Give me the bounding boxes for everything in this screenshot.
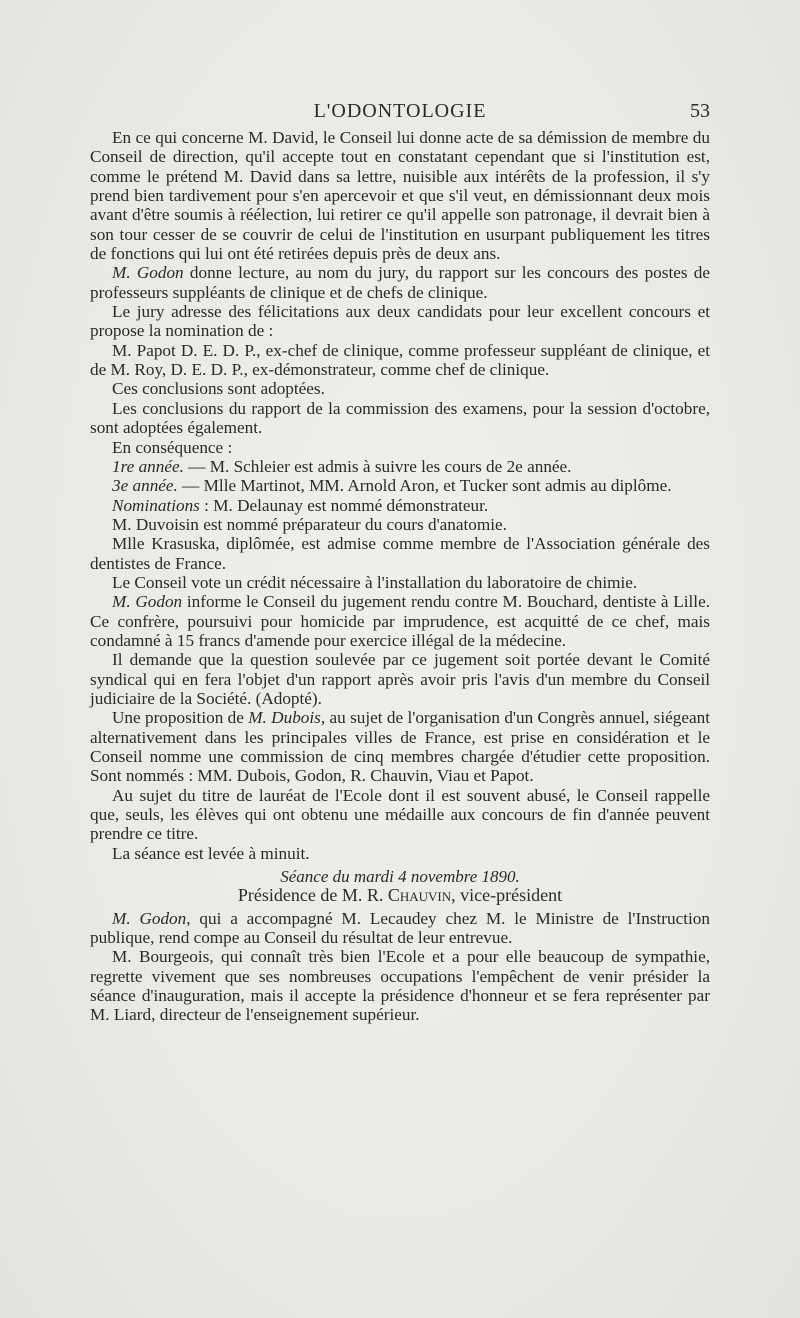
year-label: 1re année.: [112, 456, 184, 476]
running-title: L'ODONTOLOGIE: [313, 100, 487, 122]
paragraph: En conséquence :: [112, 437, 233, 457]
paragraph: M. Papot D. E. D. P., ex-chef de clinique, comme professeur suppléant de clinique, et de M. Roy, D. E. D. P., ex-démonstrateur, comme chef de clinique.: [90, 340, 710, 380]
section-label: Nominations: [112, 495, 200, 515]
paragraph: M. Godon donne lecture, au nom du jury, du rapport sur les concours des postes de professeurs suppléants de clinique et de chefs de clinique.: [90, 263, 711, 302]
president-name: Chauvin: [387, 885, 452, 906]
paragraph: Une proposition de M. Dubois, au sujet de l'organisation d'un Congrès annuel, siégeant alternativement dans les principales villes de France, est prise en considération et le Conseil nomme une commission de cinq membres chargée d'étudier cette proposition. Sont nommés : MM. Dubois, Godon, R. Chauvin, Viau et Papot.: [90, 708, 710, 786]
speaker-name: M. Dubois: [248, 708, 321, 728]
running-head: [90, 98, 710, 128]
paragraph: M. Bourgeois, qui connaît très bien l'Ecole et a pour elle beaucoup de sympathie, regrette vivement que ses nombreuses occupations l'empêchent de venir présider la séance d'inauguration, mais il accepte la présidence d'honneur et se fera représenter par M. Liard, directeur de l'enseignement supérieur.: [90, 947, 710, 1025]
year-label: 3e année.: [112, 476, 178, 496]
page-number: 53: [690, 100, 710, 122]
paragraph: M. Godon informe le Conseil du jugement rendu contre M. Bouchard, dentiste à Lille. Ce confrère, poursuivi pour homicide par imprudence, est acquitté de ce chef, mais condamné à 15 francs d'amende pour exercice illégal de la médecine.: [90, 592, 710, 650]
body-text: [90, 128, 710, 1025]
paragraph: M. Duvoisin est nommé préparateur du cours d'anatomie.: [112, 514, 507, 534]
session-heading: Séance du mardi 4 novembre 1890.: [280, 867, 520, 887]
paragraph: Le Conseil vote un crédit nécessaire à l'installation du laboratoire de chimie.: [112, 572, 638, 592]
paragraph: M. Godon, qui a accompagné M. Lecaudey chez M. le Ministre de l'Instruction publique, rend compe au Conseil du résultat de leur entrevue.: [90, 908, 710, 948]
paragraph: Mlle Krasuska, diplômée, est admise comme membre de l'Association générale des dentistes de France.: [90, 534, 710, 573]
paragraph: Au sujet du titre de lauréat de l'Ecole dont il est souvent abusé, le Conseil rappelle que, seuls, les élèves qui ont obtenu une médaille aux concours de fin d'année peuvent prendre ce titre.: [90, 785, 710, 844]
presidency-line: Présidence de M. R. Chauvin, vice-président: [237, 885, 563, 906]
paragraph: 1re année. — M. Schleier est admis à suivre les cours de 2e année.: [112, 456, 572, 476]
paragraph: En ce qui concerne M. David, le Conseil lui donne acte de sa démission de membre du Conseil de direction, qu'il accepte tout en constatant cependant que si l'institution est, comme le prétend M. David dans sa lettre, nuisible aux intérêts de la profession, il s'y prend bien tardivement pour s'en apercevoir et que s'il veut, en démissionnant deux mois avant d'être soumis à réélection, lui retirer ce qu'il appelle son patronage, il devrait bien à son tour cesser de se couvrir de celui de l'institution en usurpant publiquement les titres de fonctions qui lui ont été retirées depuis près de deux ans.: [90, 128, 710, 264]
speaker-name: M. Godon: [112, 908, 187, 928]
paragraph: Nominations : M. Delaunay est nommé démonstrateur.: [112, 495, 489, 515]
paragraph: Le jury adresse des félicitations aux deux candidats pour leur excellent concours et propose la nomination de :: [90, 302, 710, 341]
paragraph: La séance est levée à minuit.: [112, 843, 310, 863]
speaker-name: M. Godon: [112, 592, 183, 612]
paragraph: Les conclusions du rapport de la commission des examens, pour la session d'octobre, sont adoptées également.: [90, 398, 710, 438]
paragraph: Ces conclusions sont adoptées.: [112, 379, 325, 399]
paragraph: 3e année. — Mlle Martinot, MM. Arnold Aron, et Tucker sont admis au diplôme.: [112, 476, 672, 496]
speaker-name: M. Godon: [112, 263, 184, 283]
paragraph: Il demande que la question soulevée par ce jugement soit portée devant le Comité syndical qui en fera l'objet d'un rapport après avoir pris l'avis d'un membre du Conseil judiciaire de la Société. (Adopté).: [90, 650, 710, 708]
